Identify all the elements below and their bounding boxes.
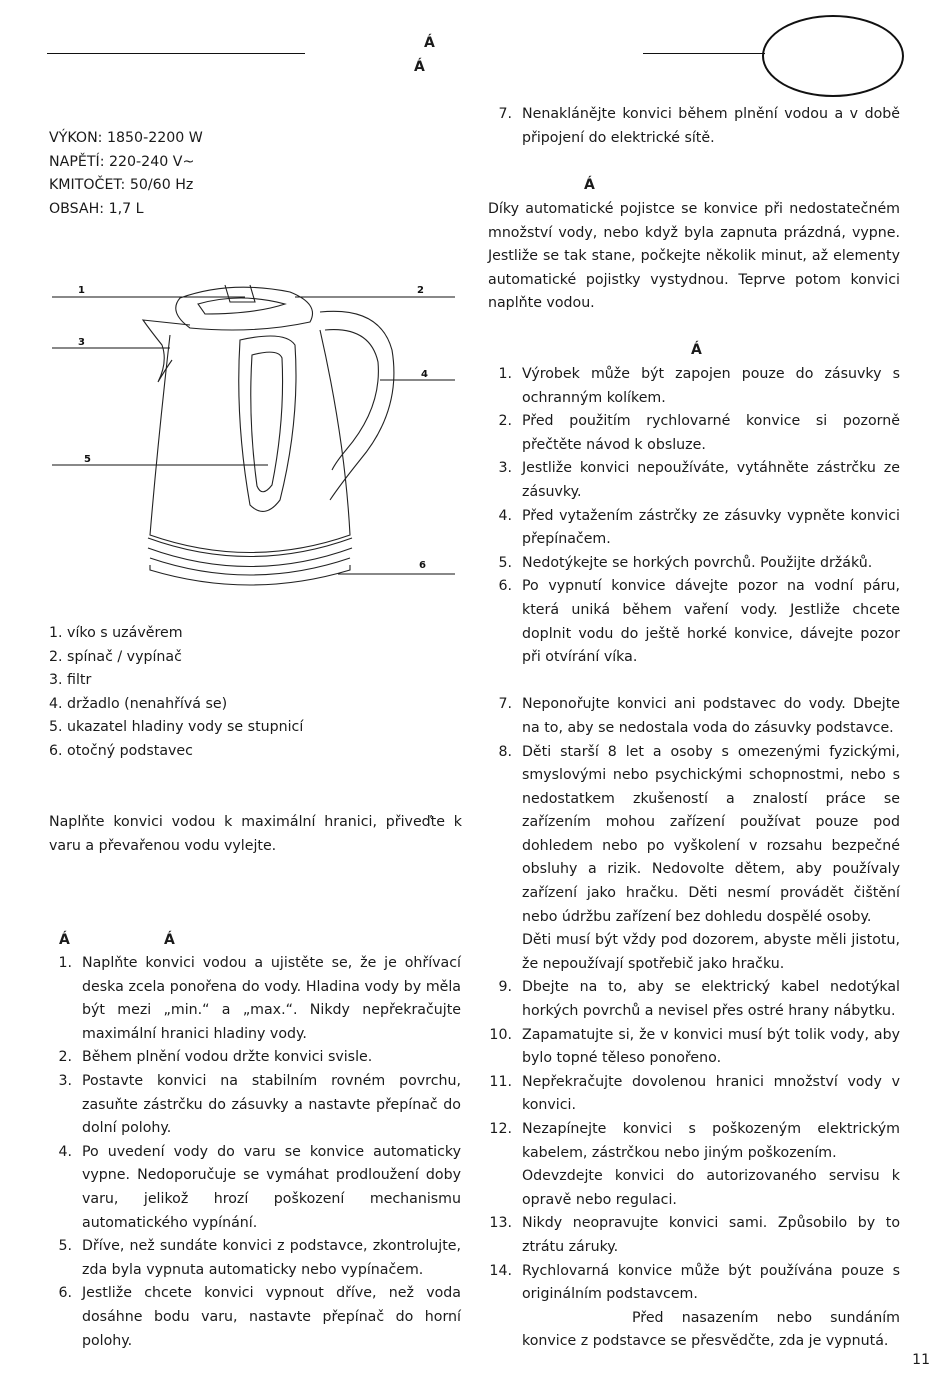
first-use-paragraph: Naplňte konvici vodou k maximální hranici, přiveďte k varu a převařenou vodu vylejte. [49,814,462,854]
usage-item: 6. Jestliže chcete konvici vypnout dříve, než voda dosáhne bodu varu, nastavte přepínač do horní polohy. [58,1285,461,1349]
safety-list [488,363,900,1354]
usage-item: 4. Po uvedení vody do varu se konvice automaticky vypne. Nedoporučuje se vymáhat prodloužení doby varu, jelikož hrozí poškození mechanismu automatického vypínání. [58,1143,461,1231]
parts-item: 2. spínač / vypínač [49,648,182,665]
header-accent-2: Á [414,59,425,75]
parts-item: 5. ukazatel hladiny vody se stupnicí [49,719,304,736]
usage-item: 5. Dříve, než sundáte konvici z podstavce, zkontrolujte, zda byla vypnuta automaticky nebo vypínačem. [58,1238,461,1278]
safety-item: 8. Děti starší 8 let a osoby s omezenými fyzickými, smyslovými nebo psychickými schopnostmi, nebo s nedostatkem zkušeností a znalostí práce se zařízením mohou zařízení používat pouze pod dohledem nebo po vyškolení v rozsahu bezpečné obsluhy a rizik. Nedovolte dětem, aby používaly zařízení jako hračku. Děti nesmí provádět čištění nebo údržbu zařízení bez dohledu dospělé osoby. Děti musí být vždy pod dozorem, abyste měli jistotu, že nepoužívají spotřebič jako hračku. [498,743,900,972]
usage-list-continued [488,103,900,150]
callout-3: 3 [78,337,85,348]
parts-list [49,622,469,764]
spec-power: VÝKON: 1850-2200 W [49,130,203,146]
callout-1: 1 [78,285,85,296]
safety-item: 3. Jestliže konvici nepoužíváte, vytáhněte zástrčku ze zásuvky. [498,460,900,500]
safety-heading: Á [691,342,702,358]
parts-item: 6. otočný podstavec [49,742,193,759]
usage-item: 1. Naplňte konvici vodou a ujistěte se, že je ohřívací deska zcela ponořena do vody. Hladina vody by měla být mezi „min.“ a „max.“. Nikdy nepřekračujte maximální hranici hladiny vody. [58,955,461,1042]
spec-voltage: NAPĚTÍ: 220-240 V~ [49,153,195,170]
callout-5: 5 [84,454,91,465]
safety-item: 4. Před vytažením zástrčky ze zásuvky vypněte konvici přepínačem. [498,507,900,548]
safety-item: 11. Nepřekračujte dovolenou hranici množství vody v konvici. [489,1073,900,1114]
spec-frequency: KMITOČET: 50/60 Hz [49,177,194,194]
page-number: 11 [912,1352,930,1368]
usage-heading-1: Á [59,932,70,948]
protection-heading: Á [584,177,595,193]
kettle-diagram [40,270,470,590]
header-rule-left [47,53,305,54]
usage-heading-2: Á [164,932,175,948]
parts-item: 4. držadlo (nenahřívá se) [49,695,228,712]
usage-item: 7. Nenaklánějte konvici během plnění vodou a v době připojení do elektrické sítě. [498,106,900,146]
safety-item: 7. Neponořujte konvici ani podstavec do vody. Dbejte na to, aby se nedostala voda do zásuvky podstavce. [498,696,900,736]
protection-paragraph: Díky automatické pojistce se konvice při nedostatečném množství vody, nebo když byla zapnuta prázdná, vypne. Jestliže se tak stane, počkejte několik minut, až elementy automatické pojistky vystydnou. Teprve potom konvici naplňte vodou. [488,201,900,312]
spec-capacity: OBSAH: 1,7 L [49,200,144,217]
header-accent-1: Á [424,35,435,51]
safety-item: 10. Zapamatujte si, že v konvici musí být tolik vody, aby bylo topné těleso ponořeno. [489,1026,900,1067]
usage-item: 3. Postavte konvici na stabilním rovném povrchu, zasuňte zástrčku do zásuvky a nastavte přepínač do dolní polohy. [58,1072,461,1137]
usage-item: 2. Během plnění vodou držte konvici svisle. [58,1049,373,1066]
safety-item: 9. Dbejte na to, aby se elektrický kabel nedotýkal horkých povrchů a nevisel přes ostré hrany nábytku. [498,979,900,1020]
parts-item: 1. víko s uzávěrem [49,625,183,641]
safety-item: 5. Nedotýkejte se horkých povrchů. Použijte držáků. [498,554,873,571]
usage-list [48,952,461,1353]
safety-item: 13. Nikdy neopravujte konvici sami. Způsobilo by to ztrátu záruky. [489,1215,900,1255]
callout-4: 4 [421,369,428,380]
header-oval [762,15,904,97]
safety-item: 14. Rychlovarná konvice může být používána pouze s originálním podstavcem. Před nasazením nebo sundáním konvice z podstavce se přesvědčte, zda je vypnutá. [489,1262,900,1350]
safety-item: 6. Po vypnutí konvice dávejte pozor na vodní páru, která uniká během vaření vody. Jestliže chcete doplnit vodu do ještě horké konvice, dávejte pozor při otvírání víka. [498,578,900,666]
callout-6: 6 [419,560,426,571]
callout-2: 2 [417,285,424,296]
header-rule-right [643,53,765,54]
safety-item: 1. Výrobek může být zapojen pouze do zásuvky s ochranným kolíkem. [498,366,900,406]
safety-item: 2. Před použitím rychlovarné konvice si pozorně přečtěte návod k obsluze. [498,413,900,453]
specifications [49,127,349,221]
kettle-drawing [143,285,394,585]
safety-item: 12. Nezapínejte konvici s poškozeným elektrickým kabelem, zástrčkou nebo jiným poškozením. Odevzdejte konvici do autorizovaného servisu k opravě nebo regulaci. [489,1121,900,1208]
parts-item: 3. filtr [49,672,92,689]
